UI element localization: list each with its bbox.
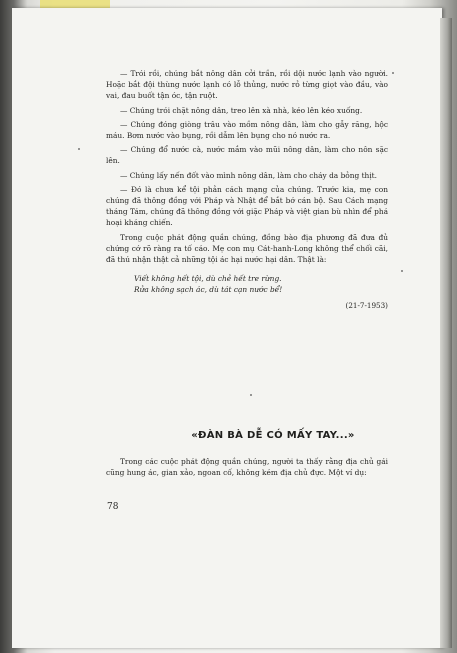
paragraph: Trong cuộc phát động quần chúng, đồng bào địa phương đã đưa đủ chứng cớ rõ ràng ra tố cáo. Mẹ con mụ Cát-hanh-Long không thể chối cãi, đã thú nhận thật cả những tội ác hại nước hại dân. Thật là: [106,232,388,265]
scan-speck [392,72,394,74]
paragraph: — Chúng trói chặt nông dân, treo lên xà nhà, kéo lên kéo xuống. [120,105,363,115]
section-text [106,456,388,481]
paragraph: — Chúng lấy nến đốt vào mình nông dân, làm cho cháy da bỏng thịt. [120,170,378,180]
section-heading: «ĐÀN BÀ DỄ CÓ MẤY TAY...» [191,430,355,441]
verse [134,273,388,295]
paragraph: — Chúng đổ nước cà, nước mắm vào mũi nông dân, làm cho nôn sặc lên. [106,145,388,166]
scan-speck [78,148,80,150]
page-number: 78 [107,502,119,512]
date-line: (21-7-1953) [345,300,388,310]
paragraph: Trong các cuộc phát động quần chúng, người ta thấy rằng địa chủ gái cũng hung ác, gian xảo, ngoan cố, không kém địa chủ đực. Một ví dụ: [106,457,388,478]
paragraph: — Trói rồi, chúng bắt nông dân cởi trần, rồi dội nước lạnh vào người. Hoặc bắt đội thùng nước lạnh có lỗ thủng, nước rỏ từng giọt vào đầu, vào vai, đau buốt tận óc, tận ruột. [106,69,388,101]
scan-speck [401,270,403,272]
page-stack-edge [440,18,452,648]
scan-speck [250,394,252,396]
page-text [106,68,388,311]
paragraph: — Đó là chưa kể tội phản cách mạng của chúng. Trước kia, mẹ con chúng đã thông đồng với Pháp và Nhật để bắt bớ cán bộ. Sau Cách mạng tháng Tám, chúng đã thông đồng với giặc Pháp và việt gian bù nhìn để phá hoại kháng chiến. [106,184,388,228]
verse-line: Viết không hết tội, dù chẻ hết tre rừng. [134,274,282,284]
verse-line: Rửa không sạch ác, dù tát cạn nước bể! [134,285,283,295]
paragraph: — Chúng đóng giòng trâu vào mồm nông dân, làm cho gẫy răng, hộc máu. Bơm nước vào bụng, rồi dẫm lên bụng cho nó nước ra. [106,119,388,141]
